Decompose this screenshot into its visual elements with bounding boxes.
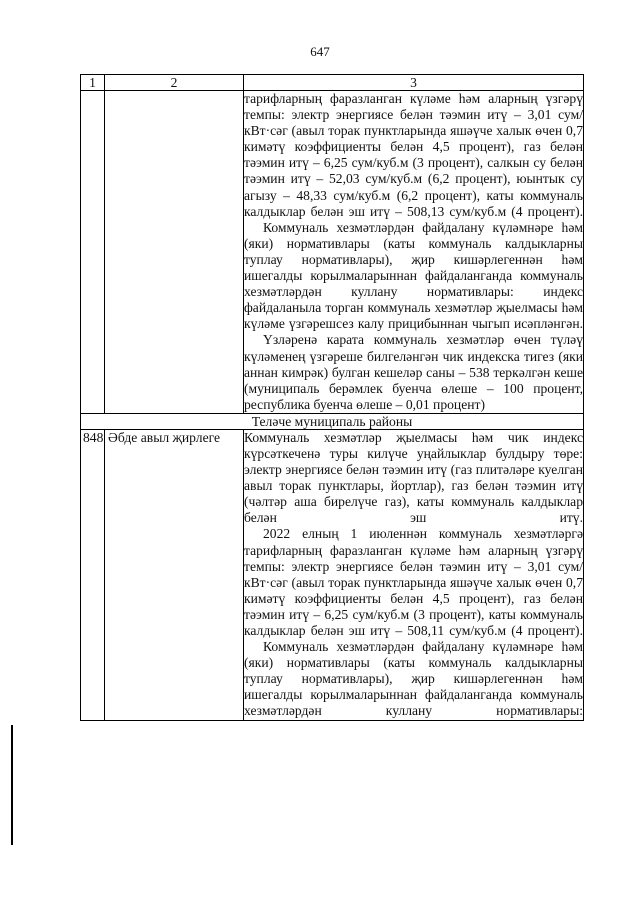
paragraph: Коммуналь хезмәтләрдән файдалану күләмнәре һәм (яки) нормативлары (каты коммуналь калдыкларны туплау нормативлары), җир кишәрлегеннән һәм ишегалды корылмаларыннан файдаланганда коммуналь хезмәтләрдән куллану нормативлары: [244, 639, 583, 719]
document-table [80, 74, 584, 721]
header-col-1: 1 [81, 75, 105, 91]
paragraph: 2022 елның 1 июленнән коммуналь хезмәтләргә тарифларның фаразланган күләме һәм аларның үзгәрү темпы: электр энергиясе белән тәэмин итү – 3,01 сум/кВт·сәг (авыл торак пунктларында яшәүче халык өчен 0,7 кимәтү коэффициенты белән 4,5 процент), газ белән тәэмин итү – 6,25 сум/куб.м (3 процент), каты коммуналь калдыклар белән эш итү – 508,11 сум/куб.м (4 процент). [244, 526, 583, 638]
paragraph: тарифларның фаразланган күләме һәм аларның үзгәрү темпы: электр энергиясе белән тәэмин итү – 3,01 сум/кВт·сәг (авыл торак пунктларында яшәүче халык өчен 0,7 кимәтү коэффициенты белән 4,5 процент), газ белән тәэмин итү – 6,25 сум/куб.м (3 процент), салкын су белән тәэмин итү – 52,03 сум/куб.м (6,2 процент), юынтык су агызу – 48,33 сум/куб.м (6,2 процент), каты коммуналь калдыклар белән эш итү – 508,13 сум/куб.м (4 процент). [244, 91, 583, 219]
table-row [81, 429, 584, 720]
table-row-continued [81, 91, 584, 414]
header-col-3: 3 [244, 75, 584, 91]
district-row [81, 413, 584, 429]
district-title: Теләче муниципаль районы [81, 413, 584, 429]
paragraph: Коммуналь хезмәтләрдән файдалану күләмнәре һәм (яки) нормативлары (каты коммуналь калдыкларны туплау нормативлары), җир кишәрлегеннән һәм ишегалды корылмаларыннан файдаланганда коммуналь хезмәтләрдән куллану нормативлары: индекс файдаланыла торган коммуналь хезмәтләр җыелмасы һәм күләме үзгәрешсез калу прицибыннан чыгып исәпләнгән. [244, 219, 583, 332]
table-header-row [81, 75, 584, 91]
header-col-2: 2 [105, 75, 244, 91]
page-number: 647 [310, 44, 330, 59]
row-name-cell [105, 429, 244, 720]
cell-description-continued [244, 91, 584, 414]
row-number: 848 [81, 429, 105, 720]
row-name: Әбде авыл җирлеге [108, 429, 221, 445]
scan-margin-line [11, 725, 13, 845]
paragraph: Үзләренә карата коммуналь хезмәтләр өчен түләү күләменең үзгәреше билгеләнгән чик индекска тигез (яки аннан кимрәк) булган кешеләр саны – 538 теркәлгән кеше (муниципаль берәмлек буенча өлеше – 100 процент, республика буенча өлеше – 0,01 процент) [244, 332, 583, 412]
paragraph: Коммуналь хезмәтләр җыелмасы һәм чик индекс күрсәткеченә туры килүче уңайлыклар булдыру төре: электр энергиясе белән тәэмин итү (газ плитәләре куелган авыл торак пунктлары, йортлар), газ белән тәэмин итү (чәлтәр аша бирелүче газ), каты коммуналь калдыклар белән эш итү. [244, 429, 583, 526]
cell-name-empty [105, 91, 244, 414]
row-description [244, 429, 584, 720]
cell-number-empty [81, 91, 105, 414]
